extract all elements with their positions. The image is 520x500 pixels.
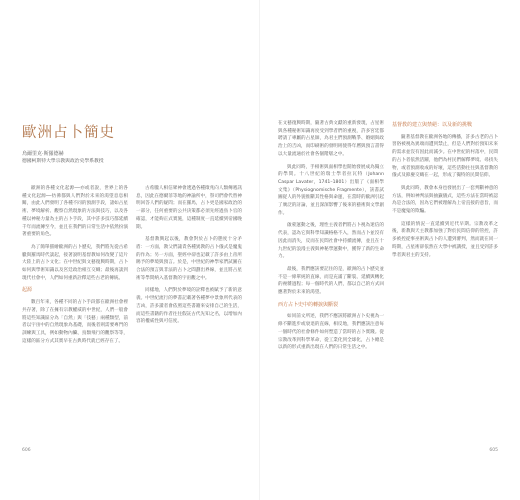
paragraph: 與此同時，教會本身也發展出了一套判斷神意的方法，例如神判法與抽籤儀式，這些方法在當時被認為是合法的，因為它們被理解為上帝直接的意旨，而不是魔鬼的欺騙。 bbox=[392, 185, 498, 215]
section-heading: 起源 bbox=[22, 287, 33, 294]
page-number-left: 606 bbox=[22, 448, 31, 453]
paragraph: 如同前文所述，我們不應該將歐洲占卜史視為一條不斷進步或衰退的直線，相反地，我們應該注意每一個時代的社會條件如何塑造了當時的占卜實踐。從宗教改革到科學革命，從工業化到全球化，占卜總是以新的形式重新出現在人們的日常生活之中。 bbox=[278, 314, 384, 351]
paragraph: 歐洲的各種文化起源──亦或者說，世界上的各種文化起源──彷彿都與人們對於未來的渴望息息相關，由此人們發明了各種不同的預測手段，諸如占星術、夢境解析、觀察自然現象的方法與技巧，以及各種以神秘力量為主的占卜手段，其中許多技巧都延續千年而流傳至今，並且在我們的日常生活中依然扮演著重要的角色。 bbox=[22, 186, 128, 238]
paragraph: 古希臘人相信眾神會透過各種徵兆向人類傳遞訊息，因此在德爾菲等地的神諭所中，祭司們會代替神明回答人們的疑問；而在羅馬，占卜更是國家政治的一部分，任何重要的公共決策都必須先經過鳥卜官的確認，才能夠正式實施，這種制度一直延續到帝國晚期。 bbox=[136, 186, 242, 230]
author-name: 烏爾里克·斯羅德赫 bbox=[22, 151, 64, 157]
paragraph: 在文藝復興時期，隨著古典文獻的重新發現，占星術與各種秘術知識再度受到學者們的重視，許多宮廷都聘請了專屬的占星師，為君主們預測戰爭、婚姻與政治上的吉凶，而印刷術的發明則使得年曆與預言書得以大量流通於社會各個階層之中。 bbox=[278, 121, 384, 157]
section-heading: 西方占卜史中的轉捩與斷裂 bbox=[278, 301, 339, 308]
paragraph: 隨著基督教在歐洲各地的傳播，許多古老的占卜習俗被視為異端而遭到禁止，但是人們對於預知未來的需求並沒有因此而減少。在中世紀的村落中，民間的占卜者依然活躍，他們為村民們解釋夢境、尋找失物，或者預測收成的好壞，這些活動往往與基督教的儀式及節慶交織在一起，形成了獨特的民間信仰。 bbox=[392, 134, 498, 179]
paragraph: 最後，我們應該要記住的是，歐洲的占卜歷史並不是一條單純的直線，而是充滿了斷裂、延續與轉化的複雜過程；每一個時代的人們，都以自己的方式回應著對於未來的渴望。 bbox=[278, 266, 384, 296]
paragraph: 與此同時，手相術與面相學也開始發展成為獨立的學問。十八世紀的瑞士學者拉瓦特（Johann Caspar Lavater，1741–1801）出版了《面相學文集》（Physiognomische Fragmente），該書試圖從人的外貌推斷其性格與命運，在當時的歐洲引起了廣泛的討論，並且深深影響了後來的藝術與文學創作。 bbox=[278, 164, 384, 216]
right-column-1 bbox=[278, 120, 384, 357]
paragraph: 為了簡單描繪歐洲的占卜歷史，我們將先從古希臘與羅馬時代談起，接著說明基督教如何改變了這片大陸上的占卜文化；在中世紀與文藝復興時期，占卜如何與學術知識以及宮廷政治相互交織；最後再談到現代社會中，人們如何重新詮釋這些古老的傳統。 bbox=[22, 244, 128, 281]
author-affiliation: 德國柯斯特大學宗教與政治史學系教授 bbox=[22, 159, 104, 164]
left-column-2 bbox=[136, 185, 242, 331]
paragraph: 同樣地，人們對於夢境的詮釋也被賦予了新的意義。中世紀流行的夢書記載著各種夢中景象所代表的吉凶，許多讀者會依照這些書籍來安排自己的生活，而這些書籍的作者往往假託古代先知之名，以增加內容的權威性與可信度。 bbox=[136, 288, 242, 325]
left-column-1 bbox=[22, 185, 128, 350]
paragraph: 這樣的情況一直延續到近代早期。宗教改革之後，新教與天主教都加強了對於民間信仰的管控，許多被控從事巫術與占卜的人遭到審判，然而就在同一時期，占星術卻依然在大學中被講授，並且受到許多學者與君主的支持。 bbox=[392, 221, 498, 258]
paragraph: 基督教興起以後，教會對於占卜的態度十分矛盾：一方面，教父們譴責各種異教的占卜儀式是魔鬼的作為；另一方面，聖經中卻也記載了許多由上帝所賜予的夢境與預言。於是，中世紀的神學家們試圖在合法的預言與非法的占卜之間劃出界線，並且將占星術等學問納入基督教的宇宙觀之中。 bbox=[136, 237, 242, 281]
right-page bbox=[260, 0, 520, 500]
chapter-title: 歐洲占卜簡史 bbox=[22, 125, 115, 141]
section-heading: 基督教的建立與禁絕：以及新的挑戰 bbox=[392, 122, 473, 128]
paragraph: 數百年來，各種不同的占卜手段都在歐洲社會裡共存著，除了在擁有宗教權威的中世紀，人們一般會將這些知識區分為「自然」與「技藝」兩種類型，前者以宇宙中的自然現象為基礎，而後者則需要專門的訓練與工具，例如動物內臟、鳥類飛行的觀察等等，這樣的區分方式其實早在古典時代就已經存在了。 bbox=[22, 300, 128, 344]
page-number-right: 605 bbox=[489, 448, 498, 453]
paragraph: 啟蒙運動之後，理性主義者們將占卜視為迷信的代表，認為它與科學知識格格不入，然而占卜並沒有因此而消失，反而在民間社會中持續流傳，並且在十九世紀的浪漫主義與神秘學運動中，獲得了新的生命力。 bbox=[278, 223, 384, 260]
right-column-2 bbox=[392, 120, 498, 264]
